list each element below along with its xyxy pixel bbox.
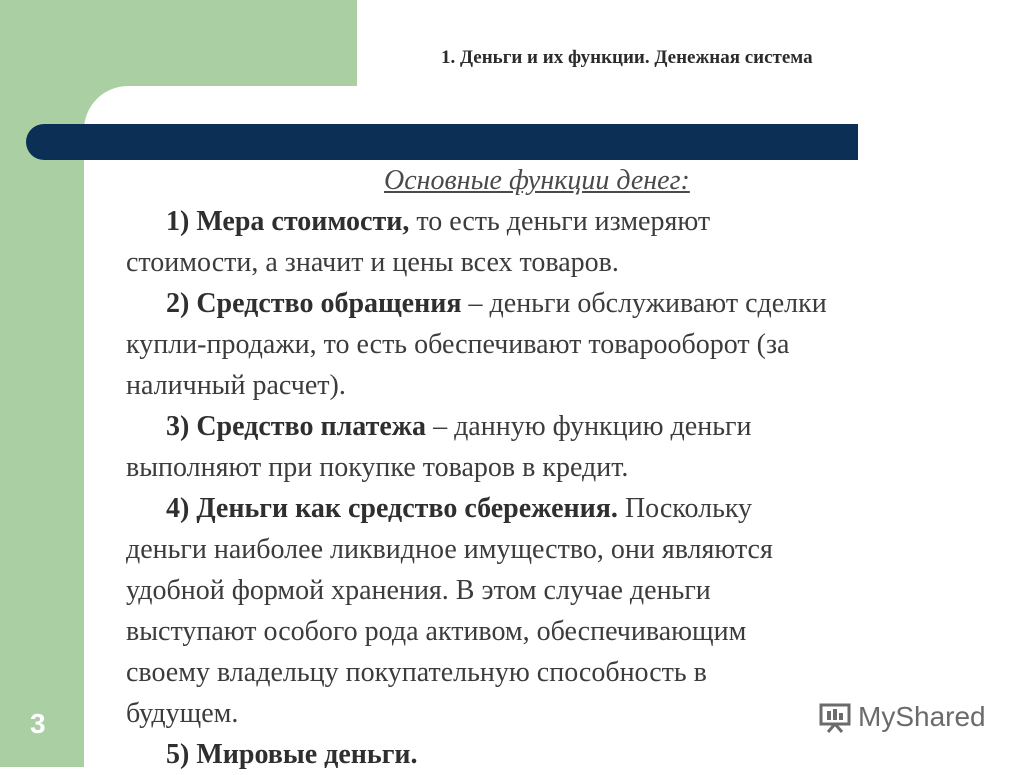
item-term: Деньги как средство сбережения. xyxy=(196,493,618,524)
item-number: 1) xyxy=(166,206,190,237)
item-number: 3) xyxy=(166,411,190,442)
item-term: Мировые деньги. xyxy=(196,739,418,770)
list-item-2-cont: купли-продажи, то есть обеспечивают товарооборот (за xyxy=(126,329,790,360)
item-text: – данную функцию деньги xyxy=(426,411,752,442)
slide-body xyxy=(126,160,1006,775)
item-number: 2) xyxy=(166,288,190,319)
slide-number: 3 xyxy=(30,708,46,739)
list-item-2-cont: наличный расчет). xyxy=(126,370,346,401)
list-item-1 xyxy=(126,201,1006,242)
list-item-4-cont: будущем. xyxy=(126,698,239,729)
item-text: – деньги обслуживают сделки xyxy=(461,288,827,319)
item-text: то есть деньги измеряют xyxy=(409,206,711,237)
list-item-2 xyxy=(126,283,1006,324)
list-item-4-cont: удобной формой хранения. В этом случае деньги xyxy=(126,575,711,606)
item-term: Средство обращения xyxy=(196,288,462,319)
list-item-4-cont: деньги наиболее ликвидное имущество, они являются xyxy=(126,534,773,565)
item-number: 4) xyxy=(166,493,190,524)
list-item-3 xyxy=(126,406,1006,447)
list-item-5 xyxy=(126,734,1006,775)
watermark xyxy=(818,700,986,734)
title-divider-bar xyxy=(26,124,858,160)
item-term: Средство платежа xyxy=(196,411,427,442)
item-number: 5) xyxy=(166,739,190,770)
list-item-3-cont: выполняют при покупке товаров в кредит. xyxy=(126,452,629,483)
item-term: Мера стоимости, xyxy=(196,206,410,237)
slide-subtitle: Основные функции денег: xyxy=(384,165,690,196)
list-item-4-cont: выступают особого рода активом, обеспечивающим xyxy=(126,616,747,647)
list-item-4-cont: своему владельцу покупательную способность в xyxy=(126,657,707,688)
watermark-text: MyShared xyxy=(858,701,986,732)
slide-title: 1. Деньги и их функции. Денежная система xyxy=(441,47,813,68)
item-text: Поскольку xyxy=(617,493,753,524)
list-item-1-cont: стоимости, а значит и цены всех товаров. xyxy=(126,247,619,278)
presentation-board-icon xyxy=(818,700,852,734)
list-item-4 xyxy=(126,488,1006,529)
